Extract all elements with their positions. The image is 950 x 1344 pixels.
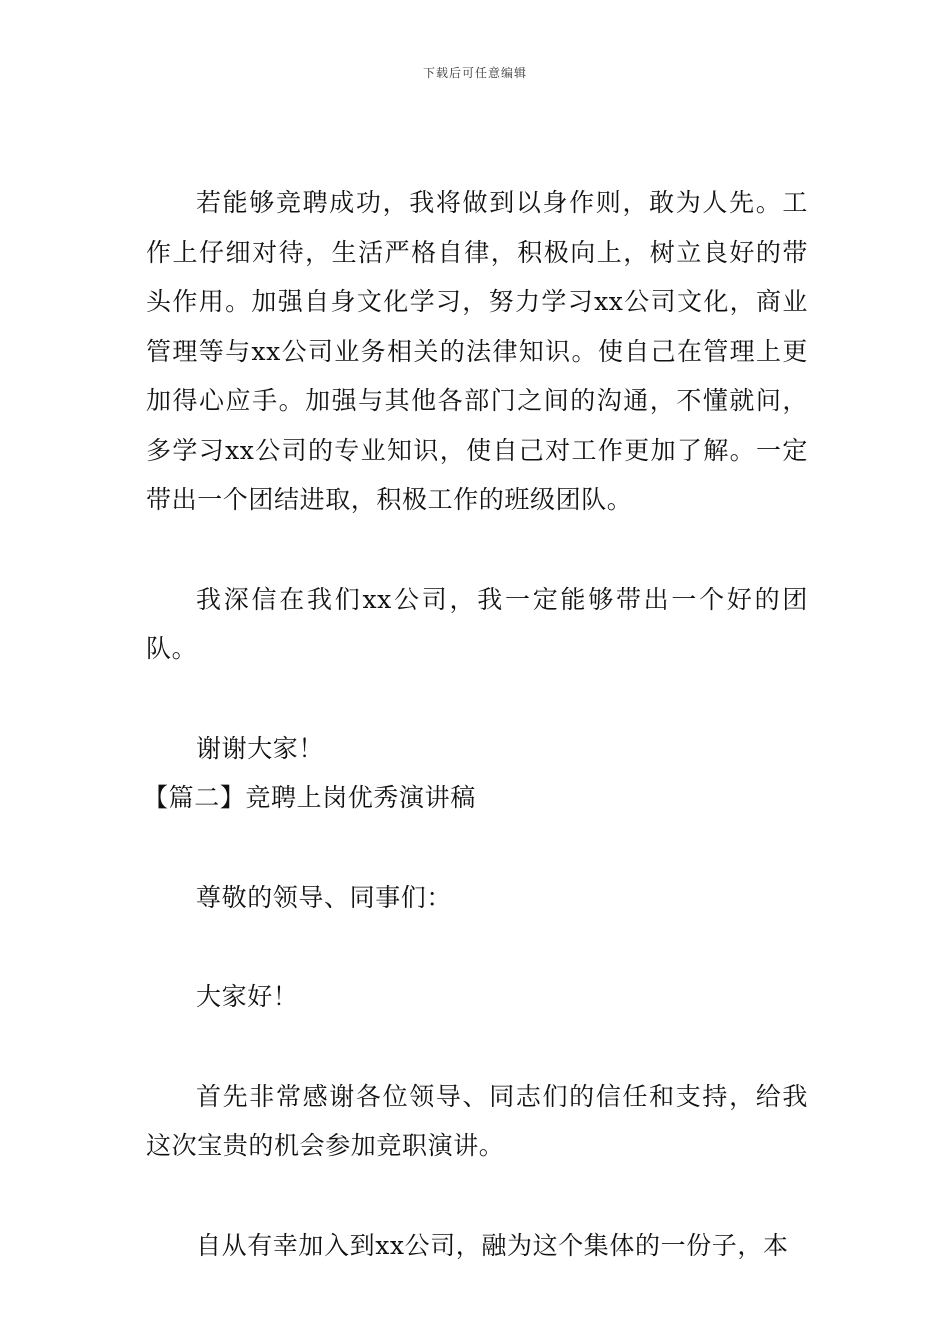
document-body — [143, 178, 808, 1270]
page-header-note: 下载后可任意编辑 — [422, 66, 527, 80]
section-title: 【篇二】竞聘上岗优秀演讲稿 — [143, 783, 476, 812]
paragraph-gratitude: 首先非常感谢各位领导、同志们的信任和支持，给我这次宝贵的机会参加竞职演讲。 — [146, 1081, 808, 1160]
paragraph-salutation: 尊敬的领导、同事们： — [196, 882, 453, 912]
paragraph-belief: 我深信在我们xx公司，我一定能够带出一个好的团队。 — [146, 584, 808, 663]
paragraph-greeting: 大家好！ — [196, 982, 299, 1011]
paragraph-thanks: 谢谢大家！ — [196, 733, 325, 763]
paragraph-introduction: 自从有幸加入到xx公司，融为这个集体的一份子，本 — [196, 1230, 789, 1260]
paragraph-commitment: 若能够竞聘成功，我将做到以身作则，敢为人先。工作上仔细对待，生活严格自律，积极向上，树立良好的带头作用。加强自身文化学习，努力学习xx公司文化，商业管理等与xx公司业务相关的法律知识。使自己在管理上更加得心应手。加强与其他各部门之间的沟通，不懂就问，多学习xx公司的专业知识，使自己对工作更加了解。一定带出一个团结进取，积极工作的班级团队。 — [146, 188, 808, 514]
